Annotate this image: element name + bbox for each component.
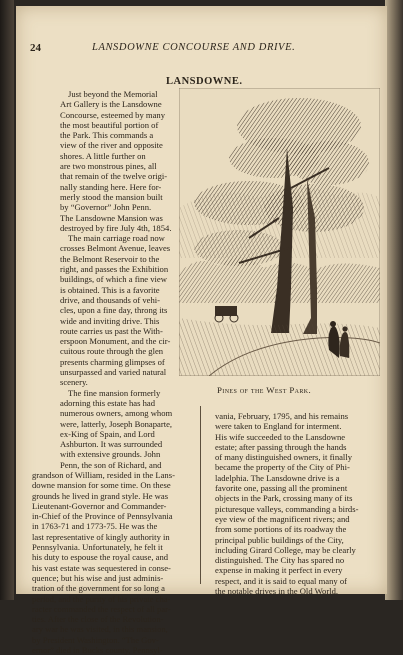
- text-line: buildings, of which a fine view: [60, 274, 167, 285]
- text-line: in-Chief of the Province of Pennsylvania: [32, 511, 173, 522]
- text-line: respect, and it is said to equal many of: [215, 575, 347, 586]
- text-line: is obtained. This is a favorite: [60, 284, 160, 295]
- text-line: quence; but his wise and just adminis-: [32, 572, 164, 583]
- engraving-pines-illustration: [179, 88, 380, 376]
- text-line: crosses Belmont Avenue, leaves: [60, 243, 171, 254]
- text-line: adorning this estate has had: [60, 397, 155, 408]
- text-line: drive, and thousands of vehi-: [60, 294, 160, 305]
- text-line: objects in the Park, crossing many of its: [215, 493, 353, 504]
- text-line: ladelphia. The Lansdowne drive is a: [215, 472, 340, 483]
- text-line: Art Gallery is the Lansdowne: [60, 99, 162, 110]
- text-line: grandson of William, resided in the Lans-: [32, 469, 175, 480]
- text-line: ernor” died in Bucks county, Pennsyl-: [32, 645, 163, 655]
- text-line: his duty to espouse the royal cause, and: [32, 552, 169, 563]
- text-line: expense in making it perfect in every: [215, 565, 343, 576]
- engraving-svg: [179, 88, 380, 376]
- text-line: from some portions of its roadway the: [215, 524, 347, 535]
- text-line: including Girard College, may be clearly: [215, 544, 356, 555]
- text-line: the Belmont Reservoir to the: [60, 253, 160, 264]
- text-line: wide and inviting drive. This: [60, 315, 160, 326]
- text-line: became the property of the City of Phi-: [215, 462, 350, 473]
- text-line: were, latterly, Joseph Bonaparte,: [60, 418, 173, 429]
- text-line: right, and passes the Exhibition: [60, 264, 169, 275]
- text-line: estate; after passing through the hands: [215, 441, 347, 452]
- text-line: presents charming glimpses of: [60, 356, 165, 367]
- text-line: picturesque valleys, commanding a birds-: [215, 503, 359, 514]
- text-line: shores. A little further on: [60, 150, 146, 161]
- running-head: LANSDOWNE CONCOURSE AND DRIVE.: [92, 42, 296, 53]
- figure-caption: Pines of the West Park.: [217, 385, 312, 395]
- text-line: The Lansdowne Mansion was: [60, 212, 163, 223]
- text-line: unsurpassed and varied natural: [60, 367, 167, 378]
- text-line: Pennsylvania. Unfortunately, he felt it: [32, 542, 163, 553]
- text-line: favorite one, passing all the prominent: [215, 483, 348, 494]
- text-line: The fine mansion formerly: [68, 387, 161, 398]
- text-line: The main carriage road now: [68, 233, 165, 244]
- text-line: numerous owners, among whom: [60, 408, 173, 419]
- column-divider: [200, 406, 201, 584]
- text-line: the most beautiful portion of: [60, 119, 159, 130]
- text-line: Concourse, esteemed by many: [60, 109, 166, 120]
- text-line: destroyed by fire July 4th, 1854.: [60, 222, 172, 233]
- text-line: cuitous route through the glen: [60, 346, 164, 357]
- text-line: vania, February, 1795, and his remains: [215, 411, 349, 421]
- text-line: view of the river and opposite: [60, 140, 163, 151]
- text-line: with extensive grounds. John: [60, 449, 161, 460]
- text-line: eye view of the magnificent rivers; and: [215, 513, 350, 524]
- left-text-column: [32, 89, 192, 655]
- text-line: racter commanded the respect of all par-: [32, 603, 171, 614]
- text-line: merly stood the mansion built: [60, 191, 163, 202]
- text-line: were taken to England for interment.: [215, 421, 342, 432]
- text-line: erspoon Monument, and the cir-: [60, 336, 171, 347]
- text-line: Penn, the son of Richard, and: [60, 459, 162, 470]
- text-line: downe mansion for some time. On these: [32, 480, 171, 491]
- page-header: [30, 42, 375, 58]
- book-page: [16, 6, 387, 655]
- text-line: Ashburton. It was surrounded: [60, 439, 163, 450]
- text-line: period, and the purity of his private cha-: [32, 593, 171, 604]
- text-line: cles, upon a fine day, throng its: [60, 305, 168, 316]
- text-line: his vast estate was sequestered in conse-: [32, 562, 171, 573]
- text-line: His wife succeeded to the Lansdowne: [215, 431, 346, 442]
- text-line: the Park. This commands a: [60, 130, 154, 141]
- text-line: ties. After the close of the Revolution-: [32, 614, 164, 625]
- page-number: 24: [30, 42, 41, 54]
- text-line: route carries us past the With-: [60, 325, 163, 336]
- right-text-column: [215, 411, 383, 596]
- text-line: ary war he was visited, in this mansion,: [32, 624, 168, 635]
- text-line: that remain of the twelve origi-: [60, 171, 168, 182]
- text-line: by “Governor” John Penn.: [60, 202, 152, 213]
- text-line: nally standing here. Here for-: [60, 181, 162, 192]
- text-line: are two monstrous pines, all: [60, 161, 157, 172]
- text-line: Lieutenant-Governor and Commander-: [32, 500, 167, 511]
- page-edge-stack: [385, 0, 403, 600]
- text-line: grounds he lived in grand style. He was: [32, 490, 169, 501]
- text-line: of many distinguished owners, it finally: [215, 452, 353, 463]
- text-line: tration of the government for so long a: [32, 583, 165, 594]
- text-line: scenery.: [60, 377, 88, 388]
- text-line: in 1763-71 and 1773-75. He was the: [32, 521, 158, 532]
- text-line: the notable drives in the Old World.: [215, 586, 339, 597]
- text-line: by President Washington. “The Gov-: [32, 634, 159, 645]
- book-spine-shadow: [0, 0, 14, 600]
- text-line: ex-King of Spain, and Lord: [60, 428, 155, 439]
- text-line: last representative of kingly authority in: [32, 531, 170, 542]
- text-line: distinguished. The City has spared no: [215, 555, 345, 566]
- section-title: LANSDOWNE.: [166, 76, 243, 87]
- text-line: principal public buildings of the City,: [215, 534, 344, 545]
- text-line: Just beyond the Memorial: [68, 89, 158, 99]
